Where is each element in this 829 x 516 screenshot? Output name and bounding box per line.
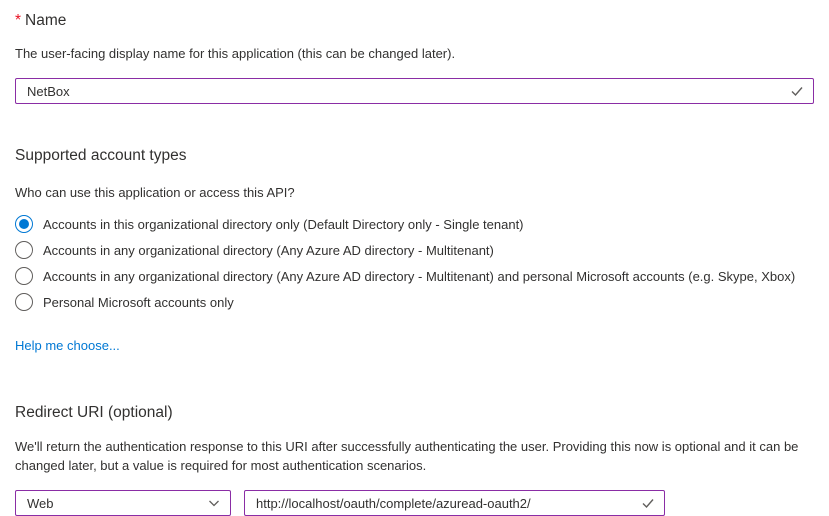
redirect-uri-section	[15, 403, 814, 516]
radio-icon	[15, 215, 33, 233]
name-description: The user-facing display name for this application (this can be changed later).	[15, 46, 456, 61]
redirect-uri-input[interactable]	[244, 490, 665, 516]
name-section-title	[15, 11, 814, 31]
radio-option-personal-only[interactable]	[15, 289, 814, 315]
redirect-uri-controls	[15, 490, 814, 516]
chevron-down-icon	[207, 496, 221, 510]
radio-icon	[15, 267, 33, 285]
name-title-text: Name	[25, 12, 67, 29]
radio-option-multitenant-personal[interactable]	[15, 263, 814, 289]
account-types-title: Supported account types	[15, 147, 187, 164]
radio-icon	[15, 241, 33, 259]
radio-option-multitenant[interactable]	[15, 237, 814, 263]
radio-option-label: Accounts in any organizational directory (Any Azure AD directory - Multitenant) and personal Microsoft accounts (e.g. Skype, Xbox)	[43, 268, 796, 284]
platform-select[interactable]	[15, 490, 231, 516]
account-types-radio-group	[15, 211, 814, 315]
redirect-uri-description: We'll return the authentication response to this URI after successfully authenticating the user. Providing this now is optional and it can be changed later, but a value is required for most authentication scenarios.	[15, 439, 799, 473]
supported-account-types-section	[15, 146, 814, 355]
redirect-uri-title: Redirect URI (optional)	[15, 404, 173, 421]
radio-option-label: Accounts in this organizational directory only (Default Directory only - Single tenant)	[43, 216, 524, 232]
name-field-wrap	[15, 78, 814, 104]
help-me-choose-link[interactable]: Help me choose...	[15, 338, 120, 353]
redirect-uri-field-wrap	[244, 490, 665, 516]
account-types-question: Who can use this application or access this API?	[15, 185, 295, 200]
name-section	[15, 11, 814, 104]
required-asterisk: *	[15, 12, 22, 29]
name-input[interactable]	[15, 78, 814, 104]
radio-icon	[15, 293, 33, 311]
radio-option-single-tenant[interactable]	[15, 211, 814, 237]
platform-select-value: Web	[27, 495, 54, 511]
radio-option-label: Accounts in any organizational directory (Any Azure AD directory - Multitenant)	[43, 242, 494, 258]
radio-option-label: Personal Microsoft accounts only	[43, 294, 234, 310]
